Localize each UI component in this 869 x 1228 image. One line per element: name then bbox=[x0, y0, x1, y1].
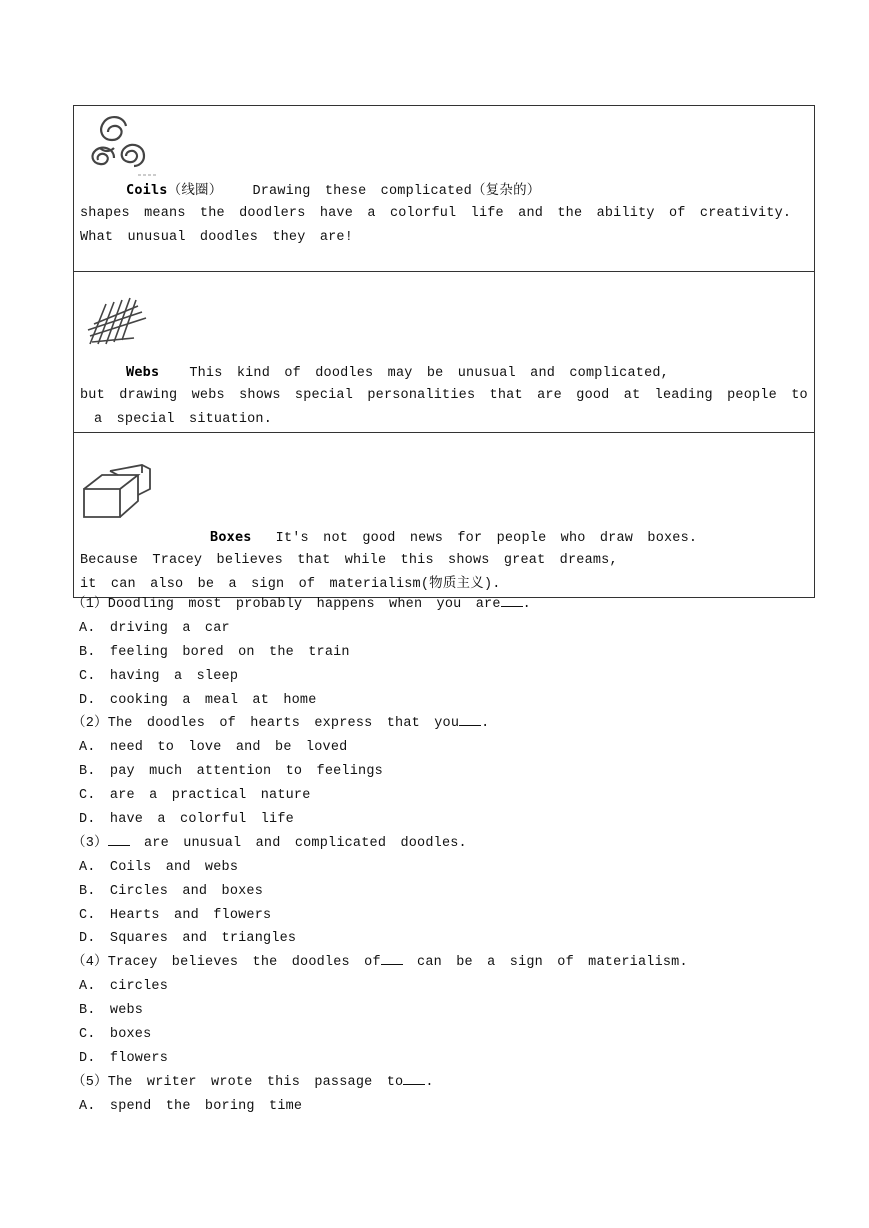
boxes-text-1: It's not good news for people who draw boxes. bbox=[275, 531, 698, 546]
option: B. Circles and boxes bbox=[79, 883, 264, 899]
web-scribble-icon bbox=[80, 286, 160, 356]
answer-blank bbox=[403, 1072, 425, 1085]
webs-text-1: This kind of doodles may be unusual and complicated, bbox=[189, 366, 669, 381]
coils-title-note: （线圈） bbox=[167, 184, 223, 199]
webs-text-2: but drawing webs shows special personalities that are good at leading people to bbox=[80, 388, 808, 403]
answer-blank bbox=[501, 594, 523, 607]
option: B. webs bbox=[79, 1003, 144, 1019]
option: A. spend the boring time bbox=[79, 1098, 303, 1114]
boxes-row bbox=[74, 433, 815, 598]
option: A. driving a car bbox=[79, 620, 230, 636]
option: A. need to love and be loved bbox=[79, 740, 348, 756]
webs-line-1 bbox=[80, 360, 808, 384]
question-stem: （4）Tracey believes the doodles of can be a sign of materialism. bbox=[72, 951, 688, 975]
webs-text-3: a special situation. bbox=[94, 412, 273, 427]
question-stem: （3） are unusual and complicated doodles. bbox=[72, 832, 688, 856]
option: C. boxes bbox=[79, 1027, 152, 1043]
option: D. have a colorful life bbox=[79, 812, 294, 828]
option: A. circles bbox=[79, 979, 169, 995]
answer-blank bbox=[381, 952, 403, 965]
boxes-text-2: Because Tracey believes that while this shows great dreams, bbox=[80, 553, 618, 568]
webs-row bbox=[74, 272, 815, 433]
questions-section bbox=[72, 593, 688, 1119]
option: D. Squares and triangles bbox=[79, 931, 297, 947]
answer-blank bbox=[459, 713, 481, 726]
option: D. cooking a meal at home bbox=[79, 692, 317, 708]
boxes-cell bbox=[74, 433, 815, 598]
coils-cell bbox=[74, 106, 815, 272]
question-stem: （1）Doodling most probably happens when you are . bbox=[72, 593, 688, 617]
coil-spiral-icon bbox=[80, 106, 160, 178]
coils-text-3: What unusual doodles they are! bbox=[80, 230, 354, 245]
option: C. Hearts and flowers bbox=[79, 907, 272, 923]
option: A. Coils and webs bbox=[79, 859, 239, 875]
coils-text-2: shapes means the doodlers have a colorful life and the ability of creativity. bbox=[80, 206, 792, 221]
coils-row bbox=[74, 106, 815, 272]
box-doodle-icon bbox=[80, 459, 160, 521]
boxes-text-3: it can also be a sign of materialism(物质主义). bbox=[80, 577, 501, 592]
coils-line-1 bbox=[80, 178, 808, 202]
option: B. pay much attention to feelings bbox=[79, 764, 383, 780]
coils-text-1: Drawing these complicated（复杂的） bbox=[252, 184, 541, 199]
answer-blank bbox=[108, 833, 130, 846]
question-stem: （5）The writer wrote this passage to . bbox=[72, 1071, 688, 1095]
doodle-table bbox=[73, 105, 815, 598]
option: D. flowers bbox=[79, 1050, 169, 1066]
option: B. feeling bored on the train bbox=[79, 644, 350, 660]
webs-title: Webs bbox=[126, 364, 160, 380]
boxes-title: Boxes bbox=[210, 529, 252, 545]
coils-title: Coils bbox=[126, 182, 168, 198]
boxes-line-1 bbox=[80, 525, 808, 549]
option: C. having a sleep bbox=[79, 668, 239, 684]
option: C. are a practical nature bbox=[79, 788, 311, 804]
webs-cell bbox=[74, 272, 815, 433]
question-stem: （2）The doodles of hearts express that you . bbox=[72, 712, 688, 736]
